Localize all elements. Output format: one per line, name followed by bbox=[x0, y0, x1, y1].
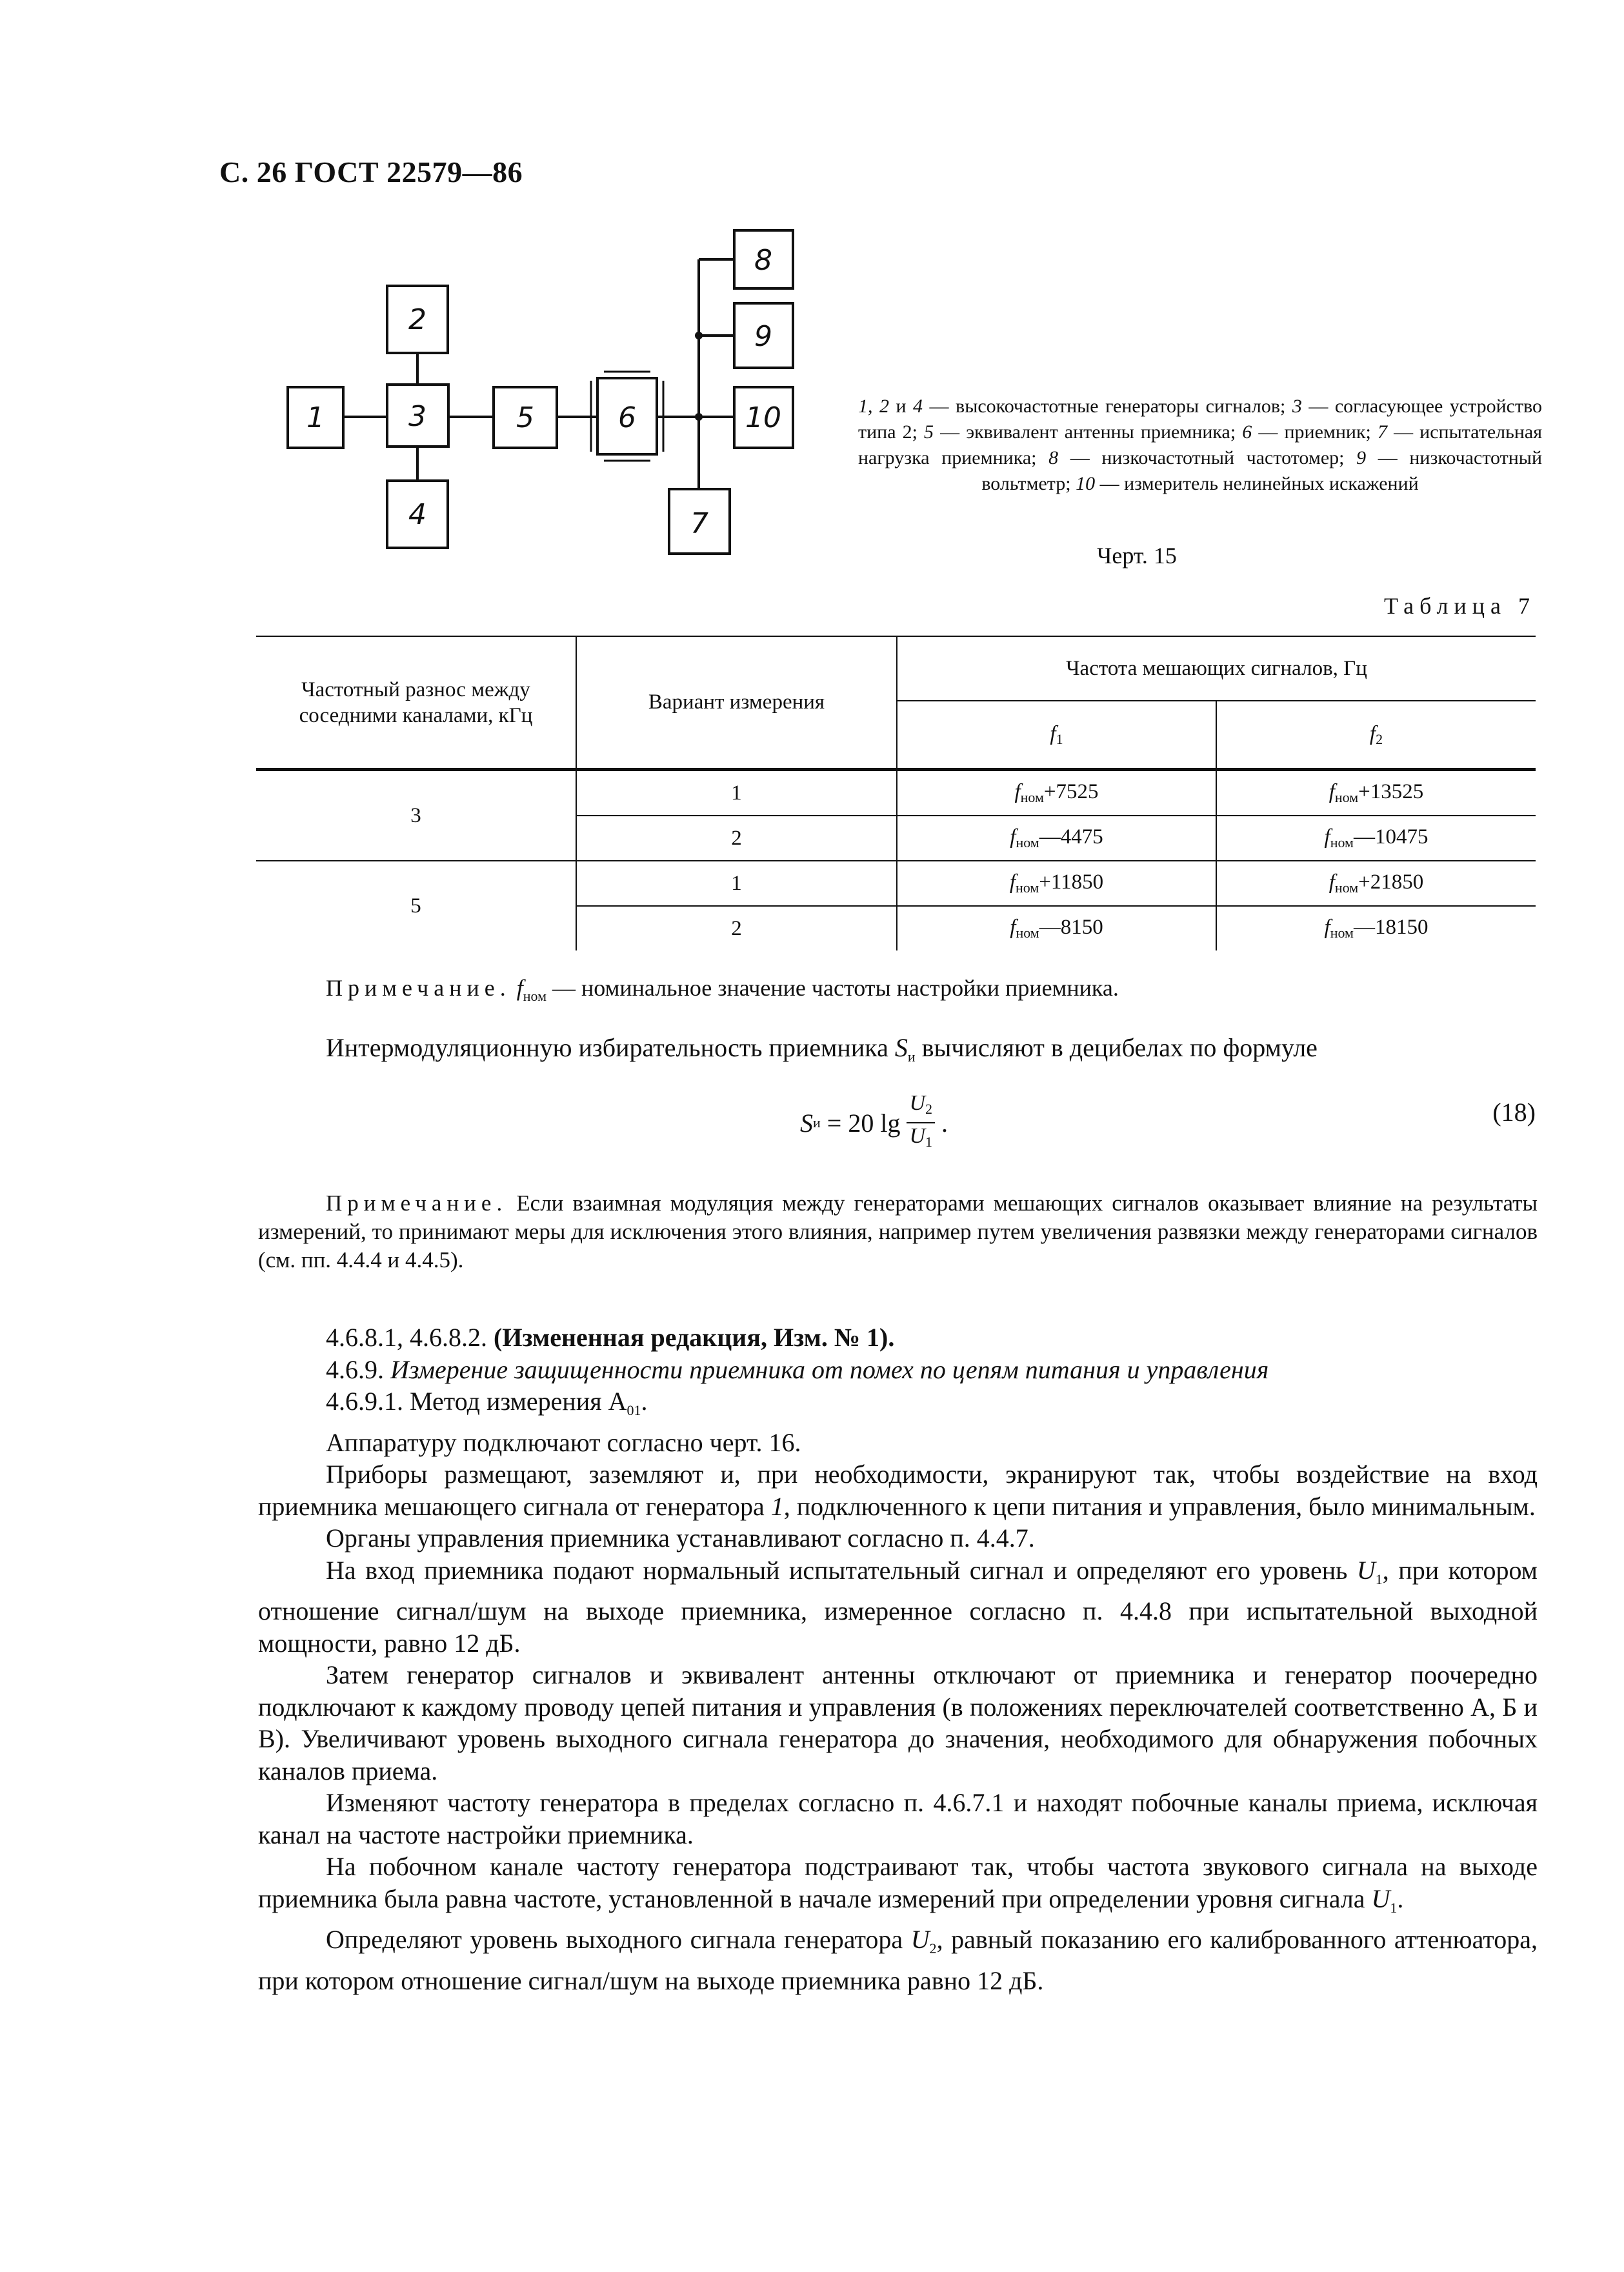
junction-dot bbox=[695, 332, 703, 339]
header-f2: $f_2$ bbox=[1216, 701, 1536, 770]
variant-cell: 2 bbox=[576, 906, 897, 950]
block-label: 7 bbox=[690, 507, 708, 540]
block-label: 6 bbox=[618, 401, 636, 434]
f2-cell: $f_{ном}+13525$ bbox=[1216, 770, 1536, 816]
block-label: 2 bbox=[408, 303, 426, 336]
paragraph: Органы управления приемника устанавливают согласно п. 4.4.7. bbox=[326, 1523, 1035, 1553]
diagram-legend: 1, 2 и 4 — высокочастотные генераторы сигналов; 3 — согласующее устройство типа 2; 5 — эквивалент антенны приемника; 6 — приемник; 7 — испытательная нагрузка приемника; 8 — низкочастотный частотомер; 9 — низкочастотный вольтметр; 10 — измеритель нелинейных искажений bbox=[858, 396, 1543, 494]
paragraph: Приборы размещают, заземляют и, при необходимости, экранируют так, чтобы воздействие на вход приемника мешающего сигнала от генератора 1, подключенного к цепи питания и управления, было минимальным. bbox=[258, 1460, 1538, 1521]
paragraph: Аппаратуру подключают согласно черт. 16. bbox=[326, 1427, 801, 1457]
table-7 bbox=[256, 636, 1536, 950]
paragraph: Изменяют частоту генератора в пределах согласно п. 4.6.7.1 и находят побочные каналы приема, исключая канал на частоте настройки приемника. bbox=[258, 1788, 1538, 1849]
f1-cell: $f_{ном}+11850$ bbox=[897, 861, 1216, 906]
variant-cell: 2 bbox=[576, 816, 897, 861]
paragraph: 4.6.8.1, 4.6.8.2. (Измененная редакция, Изм. № 1). bbox=[326, 1323, 895, 1352]
formula-18: S и = 20 lg $U_2$ $U_1$ . bbox=[800, 1091, 948, 1150]
block-label: 10 bbox=[745, 401, 781, 434]
variant-cell: 1 bbox=[576, 861, 897, 906]
variant-cell: 1 bbox=[576, 770, 897, 816]
header-spacing: Частотный разнос между соседними каналами, кГц bbox=[256, 636, 576, 770]
paragraph: Затем генератор сигналов и эквивалент антенны отключают от приемника и генератор поочередно подключают к каждому проводу цепей питания и управления (в положениях переключателей соответственно А, Б и В). Увеличивают уровень выходного сигнала генератора до значения, необходимого для обнаружения побочных каналов приема. bbox=[258, 1660, 1538, 1785]
formula-number: (18) bbox=[1492, 1098, 1536, 1127]
f2-cell: $f_{ном}—10475$ bbox=[1216, 816, 1536, 861]
body-text bbox=[258, 1322, 1538, 1996]
paragraph: На вход приемника подают нормальный испытательный сигнал и определяют его уровень $U_1$, при котором отношение сигнал/шум на выходе приемника, измеренное согласно п. 4.4.8 при испытательной выходной мощности, равно 12 дБ. bbox=[258, 1555, 1538, 1658]
spacing-cell: 5 bbox=[256, 861, 576, 950]
f1-cell: $f_{ном}—4475$ bbox=[897, 816, 1216, 861]
header-freq: Частота мешающих сигналов, Гц bbox=[897, 636, 1536, 701]
spacing-cell: 3 bbox=[256, 770, 576, 861]
paragraph: На побочном канале частоту генератора подстраивают так, чтобы частота звукового сигнала на выходе приемника была равна частоте, установленной в начале измерений при определении уровня сигнала $U_1$. bbox=[258, 1852, 1538, 1916]
modulation-note: Примечание. Если взаимная модуляция между генераторами мешающих сигналов оказывает влияние на результаты измерений, то принимают меры для исключения этого влияния, например путем увеличения развязки между генераторами сигналов (см. пп. 4.4.4 и 4.4.5). bbox=[258, 1191, 1538, 1272]
block-label: 9 bbox=[754, 320, 772, 353]
block-diagram bbox=[258, 219, 839, 555]
f1-cell: $f_{ном}—8150$ bbox=[897, 906, 1216, 950]
table-title: Таблица 7 bbox=[1384, 593, 1536, 619]
block-label: 4 bbox=[408, 498, 426, 531]
block-label: 8 bbox=[754, 244, 772, 277]
junction-dot bbox=[695, 413, 703, 421]
intermod-paragraph: Интермодуляционную избирательность приемника $S_и$ вычисляют в децибелах по формуле bbox=[326, 1033, 1318, 1065]
figure-caption: Черт. 15 bbox=[1097, 543, 1177, 568]
block-label: 3 bbox=[408, 400, 426, 433]
block-label: 5 bbox=[516, 401, 534, 434]
header-variant: Вариант измерения bbox=[576, 636, 897, 770]
f2-cell: $f_{ном}—18150$ bbox=[1216, 906, 1536, 950]
f2-cell: $f_{ном}+21850$ bbox=[1216, 861, 1536, 906]
block-label: 1 bbox=[306, 401, 325, 434]
paragraph: Определяют уровень выходного сигнала генератора $U_2$, равный показанию его калиброванного аттенюатора, при котором отношение сигнал/шум на выходе приемника равно 12 дБ. bbox=[258, 1925, 1538, 1995]
paragraph: 4.6.9.1. Метод измерения $А_{01}$. bbox=[326, 1387, 648, 1418]
header-f1: $f_1$ bbox=[897, 701, 1216, 770]
page-header: С. 26 ГОСТ 22579—86 bbox=[219, 156, 523, 188]
table-note: Примечание. $f_{ном}$ — номинальное значение частоты настройки приемника. bbox=[326, 975, 1119, 1004]
f1-cell: $f_{ном}+7525$ bbox=[897, 770, 1216, 816]
paragraph: 4.6.9. Измерение защищенности приемника от помех по цепям питания и управления bbox=[326, 1354, 1269, 1384]
